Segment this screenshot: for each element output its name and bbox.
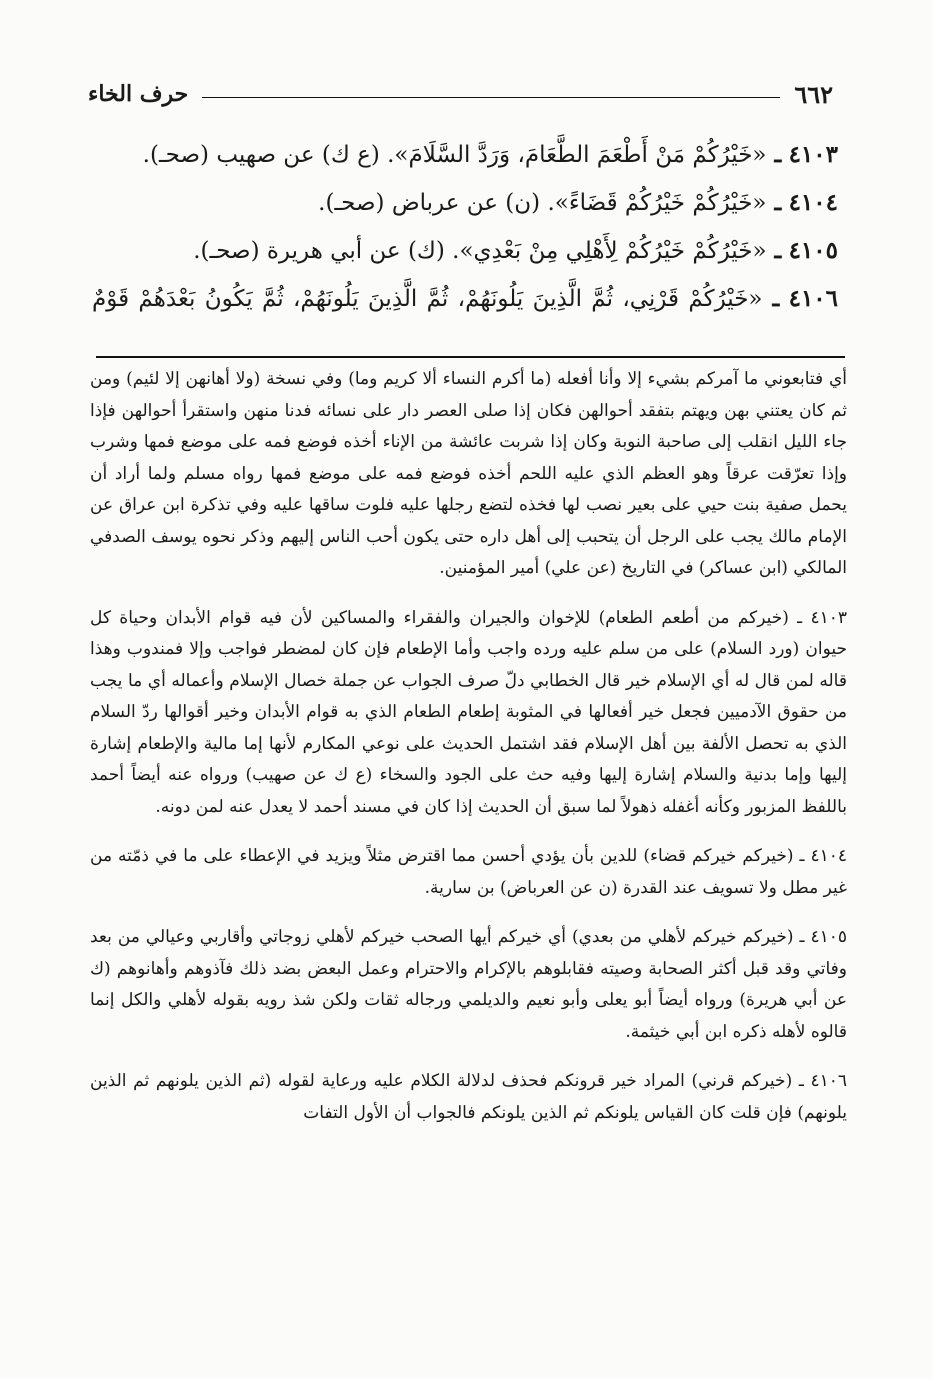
hadith-entry: [92, 228, 838, 274]
hadith-entry: [92, 276, 838, 322]
hadith-separator: ـ: [766, 141, 782, 168]
hadith-entry: [92, 180, 838, 226]
hadith-separator: ـ: [762, 285, 780, 312]
commentary-4103: ٤١٠٣ ـ (خيركم من أطعم الطعام) للإخوان والجيران والفقراء والمساكين لأن فيه قوام الأبدان وحياة كل حيوان (ورد السلام) على من سلم عليه ورده واجب وأما الإطعام فإن كان لمضطر فواجب وإلا فمندوب وهذا قاله لمن قال له أي الإسلام خير قال الخطابي دلّ صرف الجواب عن جملة خصال الإسلام وأعماله أي ما يجب من حقوق الآدميين فجعل خير أفعالها في المثوبة إطعام الطعام الذي به قوام الأبدان وخير أقوالها ردّ السلام الذي به تحصل الألفة بين أهل الإسلام فقد اشتمل الحديث على نوعي المكارم لأنها إما مالية والإطعام إشارة إليها وإما بدنية والسلام إشارة إليها وفيه حث على الجود والسخاء (ع ك عن صهيب) ورواه عنه أيضاً أحمد باللفظ المزبور وكأنه أغفله ذهولاً لما سبق أن الحديث إذا كان في مسند أحمد لا يعدل عنه لمن دونه.: [90, 607, 847, 817]
commentary-intro: أي فتابعوني ما آمركم بشيء إلا وأنا أفعله (ما أكرم النساء ألا كريم وما) وفي نسخة (ولا أهانهن إلا لئيم) ومن ثم كان يعتني بهن ويهتم بتفقد أحوالهن فكان إذا صلى العصر دار على نسائه فدنا منهن واستقرأ أحوالهن فإذا جاء الليل انقلب إلى صاحبة النوبة وكان إذا شربت عائشة من الإناء أخذه فوضع فمه على موضع فمها وشرب وإذا تعرّقت عرقاً وهو العظم الذي عليه اللحم أخذه فوضع فمه على موضع فمها رواه مسلم ولما أراد أن يحمل صفية بنت حيي على بعير نصب لها فخذه لتضع رجلها عليه فلوت ساقها عليه وفي تذكرة ابن عراق عن الإمام مالك يجب على الرجل أن يتحبب إلى أهل داره حتى يكون أحب الناس إليهم وذكر نحوه يوسف الصدفي المالكي (ابن عساكر) في التاريخ (عن علي) أمير المؤمنين.: [90, 369, 847, 578]
running-head: [88, 74, 833, 114]
hadith-separator: ـ: [766, 237, 782, 264]
hadith-number: ٤١٠٤: [788, 189, 838, 216]
hadith-number: ٤١٠٥: [788, 237, 838, 264]
chapter-title: حرف الخاء: [88, 81, 189, 107]
hadith-number: ٤١٠٦: [788, 285, 838, 312]
hadith-number: ٤١٠٣: [788, 141, 838, 168]
page-number: ٦٦٢: [794, 79, 833, 109]
hadith-text: «خَيْرُكُمْ مَنْ أَطْعَمَ الطَّعَامَ، وَرَدَّ السَّلَامَ». (ع ك) عن صهيب (صحـ).: [142, 142, 767, 168]
section-divider: [96, 356, 845, 358]
header-rule: [202, 97, 780, 98]
commentary-4105: ٤١٠٥ ـ (خيركم خيركم لأهلي من بعدي) أي خيركم أيها الصحب خيركم لأهلي زوجاتي وأقاربي وعيالي من بعد وفاتي وقد قبل أكثر الصحابة وصيته فقابلوهم بالإكرام والاحترام وعمل البعض بضد ذلك فآذوهم وأهانوهم (ك عن أبي هريرة) ورواه أيضاً أبو يعلى وأبو نعيم والديلمي ورجاله ثقات ولكن شذ رويه بقوله لأهلي والكل إنما قالوه لأهله ذكره ابن أبي خيثمة.: [90, 927, 847, 1042]
hadith-entry: [92, 132, 838, 178]
hadith-list: [92, 132, 838, 324]
hadith-text: «خَيْرُكُمْ قَرْنِي، ثُمَّ الَّذِينَ يَلُونَهُمْ، ثُمَّ الَّذِينَ يَلُونَهُمْ، ثُمَّ يَكُونُ بَعْدَهُمْ قَوْمٌ: [92, 286, 763, 312]
hadith-text: «خَيْرُكُمْ خَيْرُكُمْ لِأَهْلِي مِنْ بَعْدِي». (ك) عن أبي هريرة (صحـ).: [193, 238, 767, 264]
commentary-4106: ٤١٠٦ ـ (خيركم قرني) المراد خير قرونكم فحذف لدلالة الكلام عليه ورعاية لقوله (ثم الذين يلونهم ثم الذين يلونهم) فإن قلت كان القياس يلونكم ثم الذين يلونكم فالجواب أن الأول التفات: [90, 1071, 847, 1123]
hadith-text: «خَيْرُكُمْ خَيْرُكُمْ قَضَاءً». (ن) عن عرباض (صحـ).: [318, 190, 767, 216]
commentary-4104: ٤١٠٤ ـ (خيركم خيركم قضاء) للدين بأن يؤدي أحسن مما اقترض مثلاً ويزيد في الإعطاء على ما في ذمّته من غير مطل ولا تسويف عند القدرة (ن عن العرباض) بن سارية.: [90, 846, 847, 898]
hadith-separator: ـ: [766, 189, 782, 216]
commentary: [90, 364, 847, 1129]
